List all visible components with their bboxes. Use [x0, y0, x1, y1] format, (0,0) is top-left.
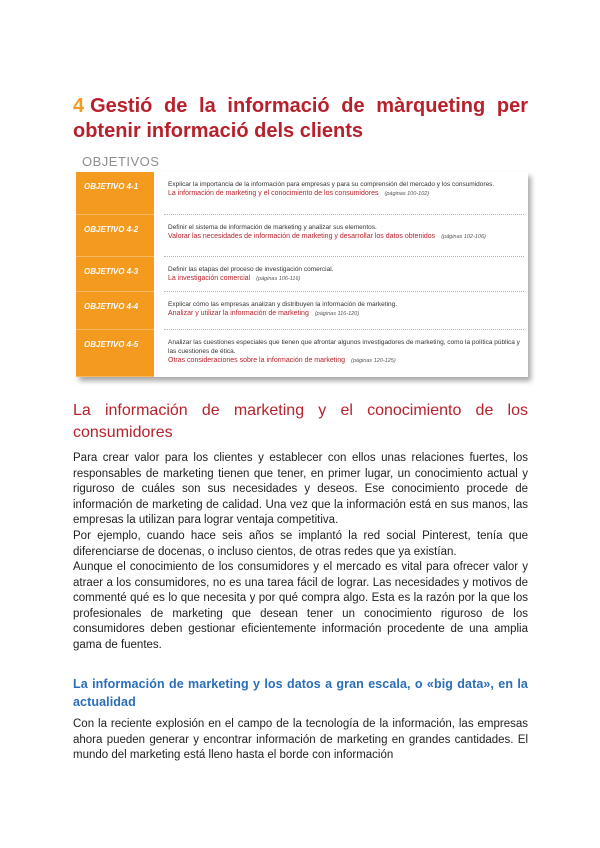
- objective-pages: (páginas 120-125): [351, 358, 396, 364]
- objectives-table: [76, 172, 528, 377]
- objective-text: Explicar cómo las empresas analizan y distribuyen la información de marketing.: [168, 301, 398, 308]
- objective-text: Analizar las cuestiones especiales que tienen que afrontar algunos investigadores de marketing, como la política pública y las cuestiones de ética.: [168, 339, 520, 355]
- objective-link: La información de marketing y el conocimiento de los consumidores: [168, 190, 379, 197]
- objectives-heading: OBJETIVOS: [82, 154, 160, 169]
- chapter-number: 4: [73, 95, 85, 117]
- objective-link: Valorar las necesidades de información de marketing y desarrollar los datos obtenidos: [168, 233, 436, 240]
- objective-body: [168, 180, 520, 199]
- objective-row: [76, 257, 528, 292]
- objective-tag: OBJETIVO 4-1: [76, 172, 154, 215]
- objective-tag: OBJETIVO 4-5: [76, 330, 154, 377]
- objective-tag: OBJETIVO 4-4: [76, 292, 154, 330]
- objective-body: [168, 265, 520, 284]
- objective-body: [168, 300, 520, 319]
- objective-row: [76, 215, 528, 257]
- chapter-title: [73, 94, 528, 144]
- objective-text: Definir las etapas del proceso de investigación comercial.: [168, 266, 334, 273]
- objective-row: [76, 292, 528, 330]
- objective-body: [168, 338, 520, 366]
- body-paragraph: Con la reciente explosión en el campo de la tecnología de la información, las empresas ahora pueden generar y encontrar información de marketing en grandes cantidades. El mundo del marketing está lleno hasta el borde con información: [73, 718, 528, 761]
- objective-text: Explicar la importancia de la información para empresas y para su comprensión del mercado y los consumidores.: [168, 181, 495, 188]
- objective-link: La investigación comercial: [168, 275, 251, 282]
- body-paragraph: Aunque el conocimiento de los consumidores y el mercado es vital para ofrecer valor y atraer a los consumidores, no es una tarea fácil de lograr. Las necesidades y motivos de commenté qué es lo que necesita y por qué compra algo. Esta es la razón por la que los profesionales de marketing que desean tener un conocimiento riguroso de los consumidores deben gestionar eficientemente información procedente de una amplia gama de fuentes.: [73, 561, 528, 651]
- body-paragraph: Por ejemplo, cuando hace seis años se implantó la red social Pinterest, tenía que diferenciarse de docenas, o incluso cientos, de otras redes que ya existían.: [73, 530, 528, 558]
- body-paragraph: Para crear valor para los clientes y establecer con ellos unas relaciones fuertes, los responsables de marketing tienen que tener, en primer lugar, un conocimiento actual y riguroso de cuáles son sus necesidades y deseos. Ese conocimiento procede de información de marketing de calidad. Una vez que la información está en sus manos, las empresas la utilizan para lograr ventaja competitiva.: [73, 452, 528, 526]
- objective-row: [76, 330, 528, 377]
- subsection-title: La información de marketing y los datos a gran escala, o «big data», en la actualidad: [73, 677, 528, 709]
- objective-pages: (páginas 116-120): [314, 311, 360, 317]
- objective-pages: (páginas 100-102): [384, 191, 430, 197]
- objective-link: Otras consideraciones sobre la información de marketing: [168, 357, 346, 364]
- objective-tag: OBJETIVO 4-2: [76, 215, 154, 257]
- objective-link: Analizar y utilizar la información de marketing: [168, 310, 309, 317]
- objective-body: [168, 223, 520, 242]
- objective-pages: (páginas 106-116): [256, 276, 301, 282]
- objective-tag: OBJETIVO 4-3: [76, 257, 154, 292]
- objective-text: Definir el sistema de información de marketing y analizar sus elementos.: [168, 224, 377, 231]
- objective-row: [76, 172, 528, 215]
- chapter-title-text: Gestió de la informació de màrqueting per obtenir informació dels clients: [73, 95, 528, 142]
- objective-pages: (páginas 102-106): [441, 234, 486, 240]
- section-title: La información de marketing y el conocimiento de los consumidores: [73, 402, 528, 441]
